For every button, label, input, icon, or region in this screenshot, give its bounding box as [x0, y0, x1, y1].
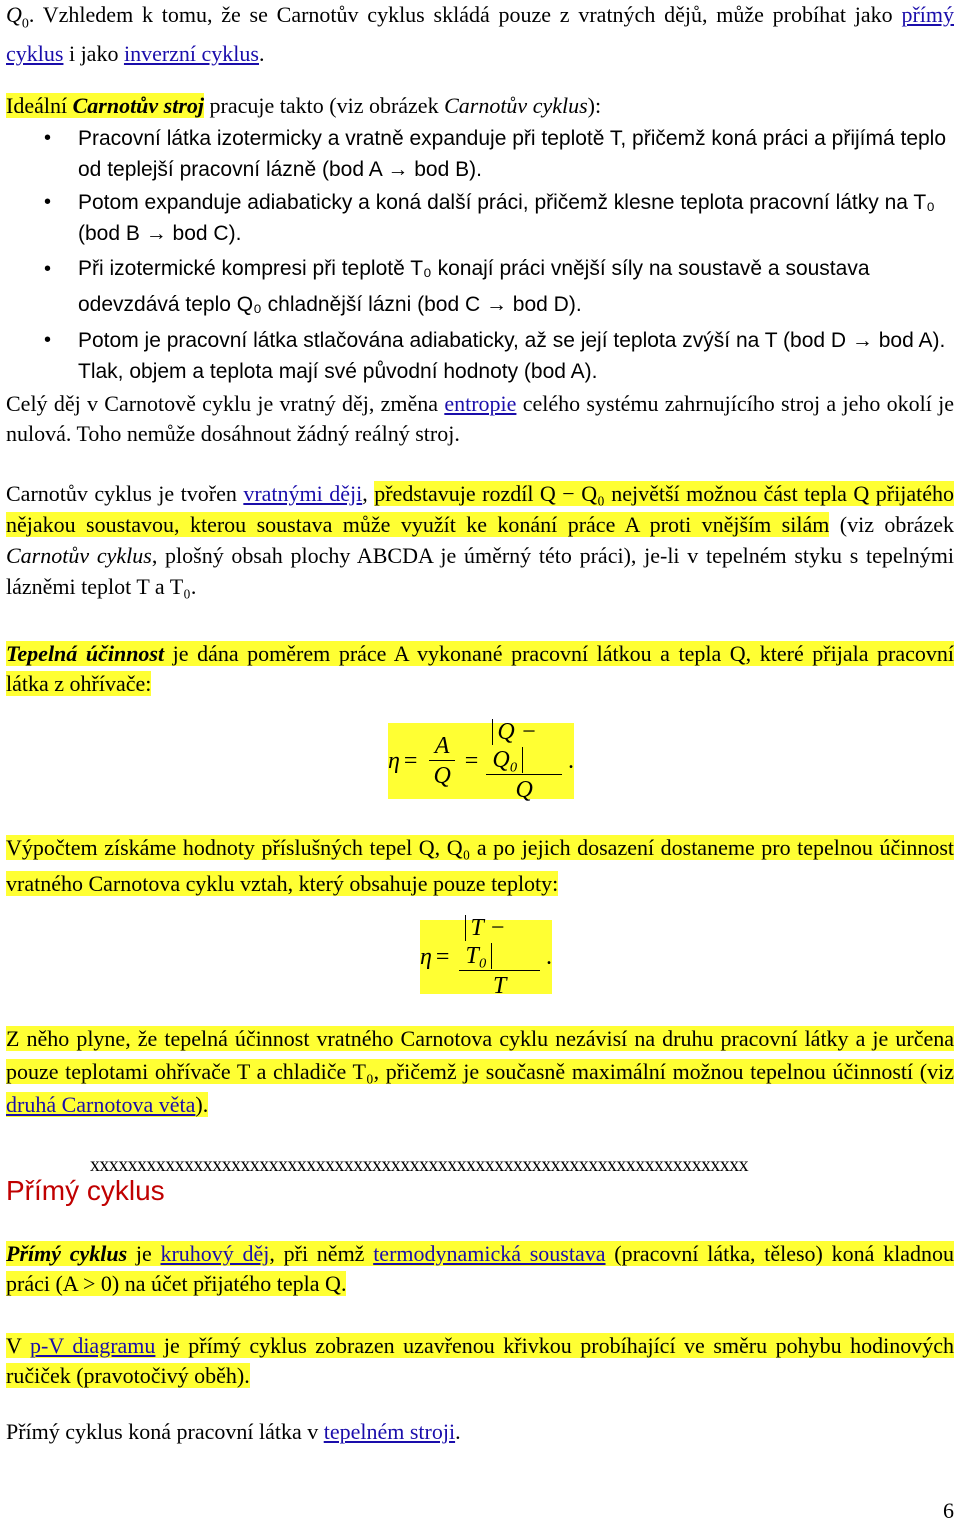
link-primy-cyklus[interactable]: přímý cyklus	[6, 2, 954, 67]
formula-period: .	[546, 944, 552, 970]
ideal-title: Carnotův stroj	[72, 93, 205, 118]
eta-symbol: η	[388, 748, 400, 774]
link-entropie[interactable]: entropie	[444, 391, 517, 416]
fraction-heat-difference: $\frac{\text{Q − Q₀}}{Q}$	[486, 718, 562, 805]
intro-mid: i jako	[63, 41, 124, 67]
link-vratne-deje[interactable]: vratnými ději	[243, 481, 363, 506]
step-item: • Potom expanduje adiabaticky a koná další práci, přičemž klesne teplota pracovní látky na T₀ (bod B → bod C).	[6, 187, 954, 249]
conclusion-text-b: ).	[195, 1092, 209, 1117]
cycle-text-a: Carnotův cyklus je tvořen	[6, 481, 244, 506]
whole-text-a: Celý děj v Carnotově cyklu je vratný děj, změna	[6, 391, 445, 416]
equals-sign: =	[464, 748, 479, 774]
formula-period: .	[568, 748, 574, 774]
q0-symbol: Q	[6, 2, 22, 27]
direct-text-b: , při němž	[269, 1241, 374, 1266]
ideal-close: ):	[587, 93, 602, 118]
ideal-engine-paragraph	[6, 91, 954, 121]
step-item: • Pracovní látka izotermicky a vratně expanduje při teplotě T, přičemž koná práci a přijímá teplo od teplejší pracovní lázně (bod A → bod B).	[6, 123, 954, 185]
direct-term: Přímý cyklus	[6, 1241, 128, 1266]
step-item: • Při izotermické kompresi při teplotě T₀ konají práci vnější síly na soustavě a soustava odevzdává teplo Q₀ chladnější lázni (bod C → bod D).	[6, 251, 954, 323]
carnot-efficiency-formula	[420, 914, 552, 999]
page-number: 6	[943, 1498, 954, 1523]
engine-text-b: .	[455, 1419, 461, 1444]
intro-paragraph	[6, 0, 954, 69]
equals-sign: =	[403, 748, 418, 774]
engine-text-a: Přímý cyklus koná pracovní látka v	[6, 1419, 324, 1444]
cycle-text-b: ,	[362, 481, 375, 506]
whole-process-paragraph	[6, 389, 954, 449]
efficiency-term: Tepelná účinnost	[6, 641, 165, 666]
fraction-a-over-q: $\frac{A}{Q}$	[427, 732, 456, 791]
pv-text-a: V	[6, 1333, 30, 1358]
section-separator: xxxxxxxxxxxxxxxxxxxxxxxxxxxxxxxxxxxxxxxxxxxxxxxxxxxxxxxxxxxxxxxxxxxxxx	[90, 1154, 749, 1176]
pv-diagram-paragraph	[6, 1331, 954, 1391]
step-item: • Potom je pracovní látka stlačována adiabaticky, až se její teplota zvýší na T (bod D → bod A). Tlak, objem a teplota mají své původní hodnoty (bod A).	[6, 325, 954, 387]
cycle-paragraph	[6, 478, 954, 602]
direct-text-a: je	[127, 1241, 161, 1266]
efficiency-formula	[388, 718, 574, 803]
direct-text-c: (pracovní látka, těleso) koná kladnou práci (A > 0) na účet přijatého tepla Q.	[6, 1241, 954, 1296]
intro-text: . Vzhledem k tomu, že se Carnotův cyklus skládá pouze z vratných dějů, může probíhat jako	[28, 2, 902, 27]
ideal-suffix: pracuje takto (viz obrázek	[204, 93, 445, 118]
intro-end: .	[258, 41, 265, 67]
q0-subscript: 0	[21, 16, 29, 32]
link-pv-diagram[interactable]: p-V diagramu	[30, 1333, 156, 1358]
ideal-prefix: Ideální	[6, 93, 73, 118]
link-druha-carnotova-veta[interactable]: druhá Carnotova věta	[6, 1092, 196, 1117]
conclusion-text-a: Z něho plyne, že tepelná účinnost vratného Carnotova cyklu nezávisí na druhu pracovní látky a je určena pouze teplotami ohřívače T a chladiče T₀, přičemž je současně maximální možnou tepelnou účinností (viz	[6, 1026, 954, 1084]
link-inverzni-cyklus[interactable]: inverzní cyklus	[123, 41, 259, 67]
equals-sign: =	[435, 944, 450, 970]
section-heading: Přímý cyklus	[6, 1175, 165, 1206]
ideal-figure-ref: Carnotův cyklus	[444, 93, 588, 118]
link-tepelny-stroj[interactable]: tepelném stroji	[323, 1419, 456, 1444]
whole-text-b: celého systému zahrnujícího stroj a jeho okolí je nulová. Toho nemůže dosáhnout žádný reálný stroj.	[6, 391, 954, 446]
conclusion-paragraph	[6, 1022, 954, 1121]
calculation-paragraph	[6, 830, 954, 902]
engine-paragraph	[6, 1417, 954, 1447]
cycle-text-c: (viz obrázek	[829, 512, 954, 537]
cycle-figure-ref: Carnotův cyklus	[6, 543, 152, 568]
direct-cycle-paragraph	[6, 1239, 954, 1299]
eta-symbol: η	[420, 944, 432, 970]
calculation-text: Výpočtem získáme hodnoty příslušných tepel Q, Q₀ a po jejich dosazení dostaneme pro tepelnou účinnost vratného Carnotova cyklu vztah, který obsahuje pouze teploty:	[6, 835, 954, 896]
pv-text-b: je přímý cyklus zobrazen uzavřenou křivkou probíhající ve směru pohybu hodinových ručiček (pravotočivý oběh).	[6, 1333, 954, 1388]
steps-list	[6, 123, 954, 387]
cycle-text-d: , plošný obsah plochy ABCDA je úměrný této práci), je-li v tepelném styku s tepelnými lázněmi teplot T a T₀.	[6, 543, 954, 599]
link-kruhovy-dej[interactable]: kruhový děj	[160, 1241, 270, 1266]
link-termodynamicka-soustava[interactable]: termodynamická soustava	[373, 1241, 606, 1266]
cycle-highlight: představuje rozdíl Q − Q₀ největší možnou část tepla Q přijatého nějakou soustavou, kterou soustava může využít ke konání práce A proti vnějším silám	[6, 481, 954, 537]
fraction-temperature: $\frac{\text{T − T₀}}{T}$	[459, 914, 540, 1001]
efficiency-text: je dána poměrem práce A vykonané pracovní látkou a tepla Q, které přijala pracovní látka z ohřívače:	[6, 641, 954, 696]
efficiency-paragraph	[6, 639, 954, 699]
